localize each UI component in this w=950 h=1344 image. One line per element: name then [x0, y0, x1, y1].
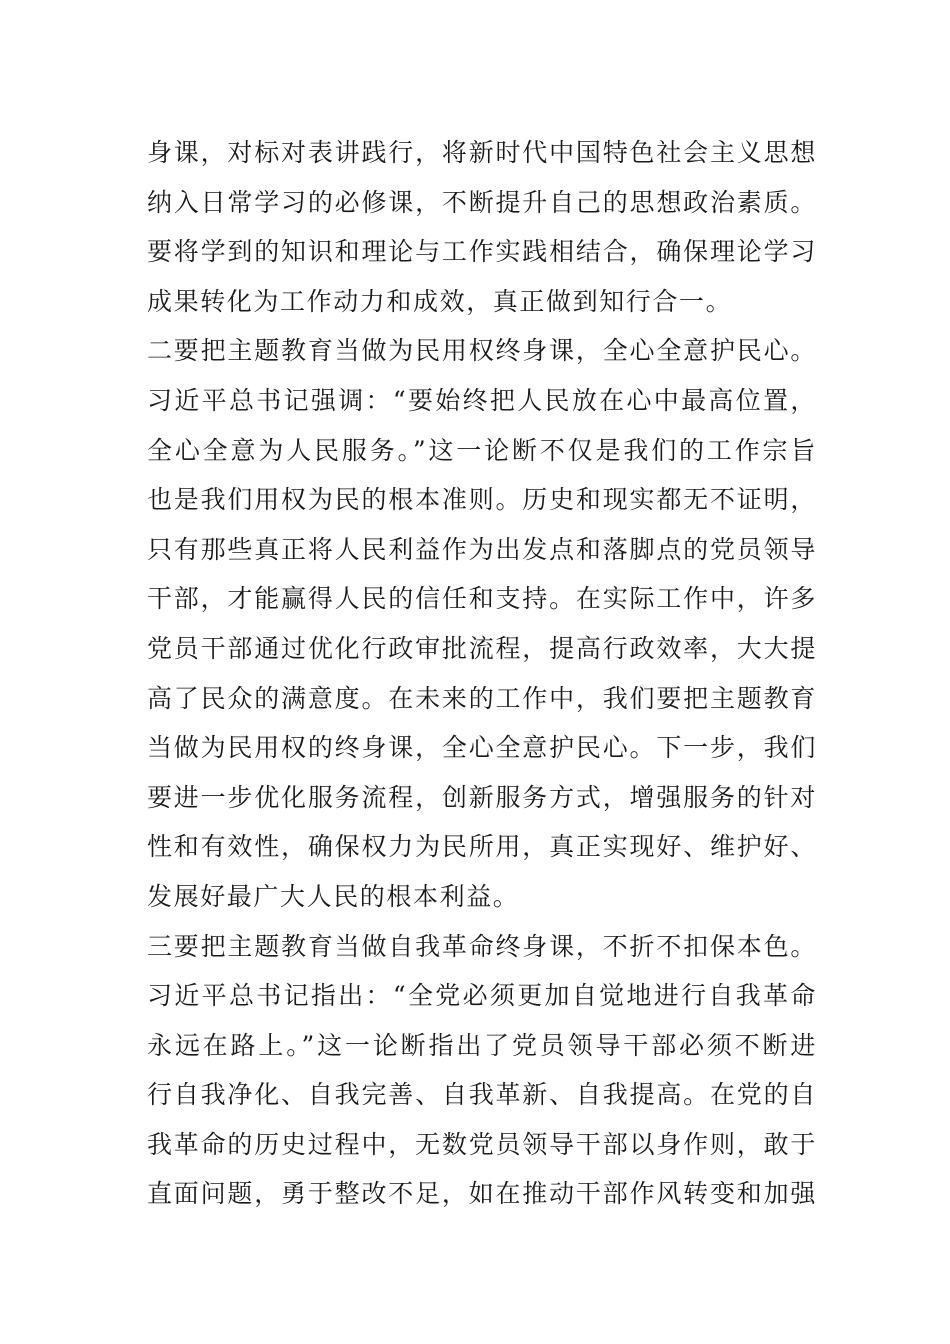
text-line-8: 也是我们用权为民的根本准则。历史和现实都无不证明，	[147, 485, 817, 515]
text-line-7: 全心全意为人民服务。”这一论断不仅是我们的工作宗旨	[147, 435, 817, 465]
text-line-10: 干部，才能赢得人民的信任和支持。在实际工作中，许多	[147, 584, 817, 614]
text-line-18: 习近平总书记指出：“全党必须更加自觉地进行自我革命	[147, 981, 817, 1011]
text-line-13: 当做为民用权的终身课，全心全意护民心。下一步，我们	[147, 733, 817, 763]
text-line-6: 习近平总书记强调：“要始终把人民放在心中最高位置，	[147, 385, 817, 415]
text-line-14: 要进一步优化服务流程，创新服务方式，增强服务的针对	[147, 782, 817, 812]
text-line-4: 成果转化为工作动力和成效，真正做到知行合一。	[147, 286, 733, 316]
text-line-11: 党员干部通过优化行政审批流程，提高行政效率，大大提	[147, 633, 817, 663]
text-line-9: 只有那些真正将人民利益作为出发点和落脚点的党员领导	[147, 534, 817, 564]
text-line-2: 纳入日常学习的必修课，不断提升自己的思想政治素质。	[147, 187, 817, 217]
text-line-12: 高了民众的满意度。在未来的工作中，我们要把主题教育	[147, 683, 817, 713]
text-line-22: 直面问题，勇于整改不足，如在推动干部作风转变和加强	[147, 1179, 817, 1209]
text-line-16: 发展好最广大人民的根本利益。	[147, 881, 520, 911]
body-text	[147, 128, 817, 1219]
text-line-15: 性和有效性，确保权力为民所用，真正实现好、维护好、	[147, 832, 817, 862]
text-line-20: 行自我净化、自我完善、自我革新、自我提高。在党的自	[147, 1080, 817, 1110]
text-line-19: 永远在路上。”这一论断指出了党员领导干部必须不断进	[147, 1030, 817, 1060]
text-line-3: 要将学到的知识和理论与工作实践相结合，确保理论学习	[147, 237, 817, 267]
text-line-21: 我革命的历史过程中，无数党员领导干部以身作则，敢于	[147, 1129, 817, 1159]
text-line-5: 二要把主题教育当做为民用权终身课，全心全意护民心。	[147, 336, 817, 366]
text-line-17: 三要把主题教育当做自我革命终身课，不折不扣保本色。	[147, 931, 817, 961]
text-line-1: 身课，对标对表讲践行，将新时代中国特色社会主义思想	[147, 138, 817, 167]
